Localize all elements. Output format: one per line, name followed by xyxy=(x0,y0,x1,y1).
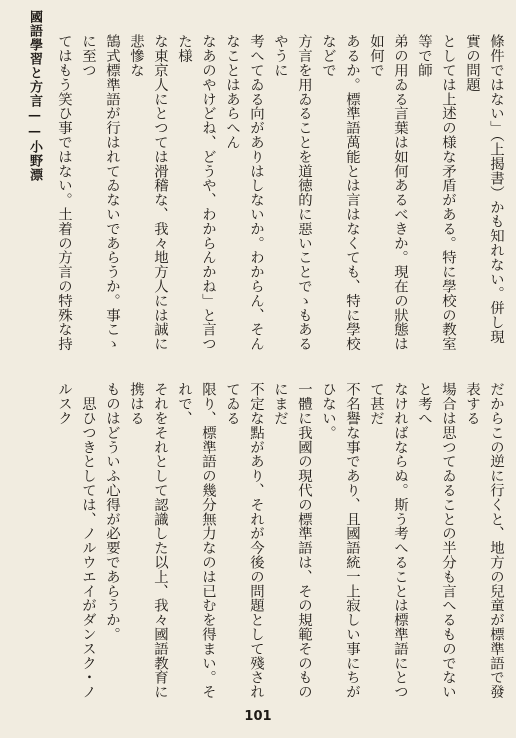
text-line: 不定な點があり、それが今後の問題として殘されてゐる xyxy=(224,382,264,699)
lower-text-column xyxy=(50,382,508,700)
text-line: 鵠式標準語が行はれてゐないであらうか。事こゝに至つ xyxy=(80,34,120,351)
text-line: なければならぬ。斯う考へることは標準語にとつて甚だ xyxy=(368,382,408,699)
text-line: それをそれとして認識した以上、我々國語教育に携はる xyxy=(128,382,168,699)
page-number: 101 xyxy=(244,709,272,724)
text-line: な東京人にとつては滑稽な、我々地方人には誠に悲慘な xyxy=(128,34,168,351)
text-line: あるか。標準語萬能とは言はなくても、特に學校などで xyxy=(320,34,360,351)
text-line: 不名譽な事であり、且國語統一上寂しい事にちがひない。 xyxy=(320,382,360,699)
running-header: 國語學習と方言——小野漂 xyxy=(27,10,42,182)
text-line: 考へてゐる向がありはしないか。わからん、そんなことはあらへん xyxy=(224,34,264,351)
text-line: としては上述の様な矛盾がある。特に學校の教室等で師 xyxy=(416,34,456,351)
text-line: なあのやけどね、どうや、わからんかね」と言つた様 xyxy=(176,34,216,351)
text-line: 限り、標準語の幾分無力なのは已むを得まい。それで、 xyxy=(176,382,216,699)
text-line xyxy=(50,382,52,700)
text-line: 場合は思つてゐることの半分も言へるものでないと考へ xyxy=(416,382,456,699)
text-line: だからこの逆に行くと、地方の兒童が標準語で發表する xyxy=(464,382,504,699)
text-line: 思ひつきとしては、ノルウエイがダンスク・ノルスク xyxy=(56,382,96,699)
text-line: 一體に我國の現代の標準語は、その規範そのものにまだ xyxy=(272,382,312,699)
text-line: 方言を用ゐることを道徳的に惡いことでゝもあるやうに xyxy=(272,34,312,351)
text-line: ものはどういふ心得が必要であらうか。 xyxy=(104,382,120,642)
text-line: てはもう笑ひ事ではない。土着の方言の特殊な持 xyxy=(56,34,72,351)
upper-text-column xyxy=(50,34,508,356)
text-line: 條件ではない」（上揭書）かも知れない。併し現實の問題 xyxy=(464,34,504,344)
text-line: 弟の用ゐる言葉は如何あるべきか。現在の狀態は如何で xyxy=(368,34,408,351)
